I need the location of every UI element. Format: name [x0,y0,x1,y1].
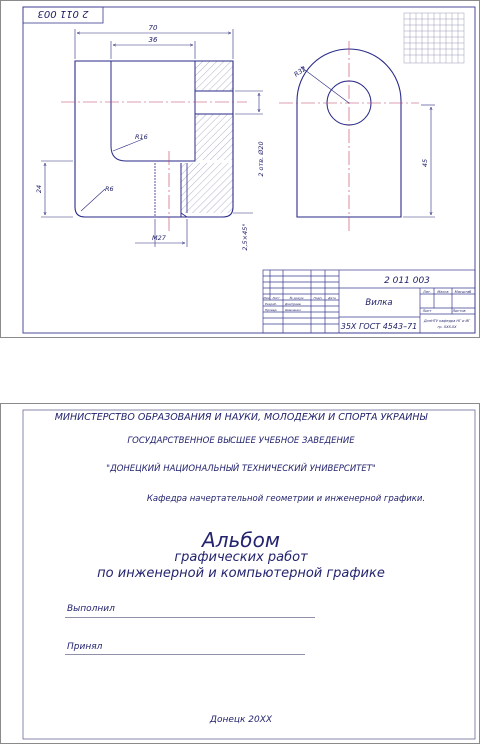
technical-drawing [1,1,480,339]
checked-label: Провер. [265,308,278,312]
dim-holes: 2 отв. Ø20 [257,141,265,177]
row-head-list: Лист [272,296,280,300]
row-head-sign: Подп. [313,296,323,300]
institution-heading: ГОСУДАРСТВЕННОЕ ВЫСШЕЕ УЧЕБНОЕ ЗАВЕДЕНИЕ [127,436,355,446]
department-name: Кафедра начертательной геометрии и инженерной графики. [146,494,426,504]
dim-45: 45 [421,158,429,168]
dim-r32: R32 [292,64,308,79]
title-block-name: Вилка [365,298,393,308]
album-subtitle-2: по инженерной и компьютерной графике [97,566,385,581]
accepted-line [65,654,305,655]
sheet-label: Лист [422,309,432,313]
dim-24: 24 [35,184,43,194]
front-view [61,61,247,233]
album-subtitle-1: графических работ [174,550,308,565]
title-block-material: 35Х ГОСТ 4543–71 [340,322,418,331]
developer-name: Дмитриев [285,302,301,306]
dim-36: 36 [148,36,158,44]
dim-chamfer: 2,5×45° [241,223,249,251]
dim-m27: M27 [152,234,166,242]
performed-label: Выполнил [67,604,115,614]
dim-r6: R6 [105,185,114,193]
album-title: Альбом [202,528,280,552]
developed-label: Разраб. [265,302,277,306]
code-stamp: 2 011 003 [37,8,89,19]
ministry-heading: МИНИСТЕРСТВО ОБРАЗОВАНИЯ И НАУКИ, МОЛОДЕЖИ И СПОРТА УКРАИНЫ [54,412,428,423]
performed-line [65,617,315,618]
accepted-label: Принял [67,642,103,652]
drawing-sheet [0,0,480,338]
group-label: гр. XXX-XX [437,325,457,329]
row-head-date: Дата [328,296,336,300]
col-scale: Масштаб [454,290,472,294]
university-name: "ДОНЕЦКИЙ НАЦИОНАЛЬНЫЙ ТЕХНИЧЕСКИЙ УНИВЕРСИТЕТ" [106,464,376,474]
title-block-code: 2 011 003 [384,276,430,286]
dim-r16: R16 [135,133,148,141]
checker-name: Шевченко [285,308,302,312]
org-label: ДонНТУ кафедра НГ и ИГ [423,319,471,323]
cover-sheet [0,403,480,744]
row-head-izm: Изм. [263,296,271,300]
col-lit: Лит. [422,290,432,294]
side-dimensions [301,67,435,217]
row-head-doc: № докум. [289,296,305,300]
col-mass: Масса [437,290,449,294]
dim-70: 70 [148,24,158,32]
grid-stamp [404,13,464,63]
sheets-label: Листов [452,309,466,313]
city-year: Донецк 20ХХ [209,715,273,725]
